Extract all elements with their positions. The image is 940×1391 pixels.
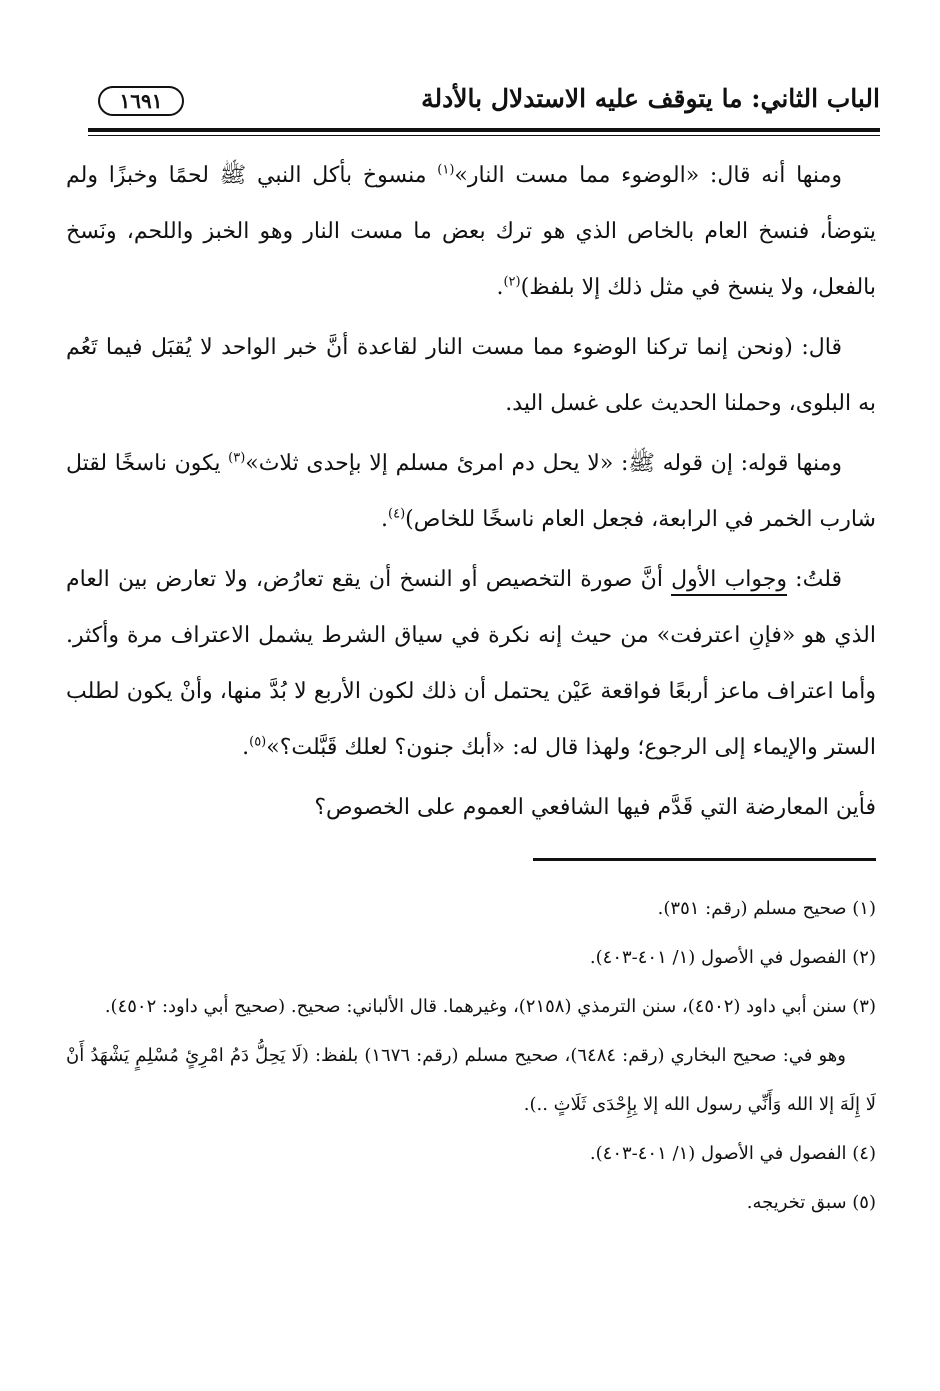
footnote-5: (٥) سبق تخريجه. <box>746 1192 876 1213</box>
underlined-phrase: وجواب الأول <box>671 567 787 596</box>
footnotes <box>66 884 876 1227</box>
paragraph-text: ومنها أنه قال: «الوضوء مما مست النار» <box>454 163 842 188</box>
footnote-1: (١) صحيح مسلم (رقم: ٣٥١). <box>657 898 876 919</box>
paragraph-4 <box>66 552 876 776</box>
paragraph-end: . <box>496 275 504 300</box>
paragraph-3 <box>66 436 876 548</box>
footnote-ref-4: (٤) <box>388 506 406 522</box>
paragraph-end: . <box>242 735 250 760</box>
paragraph-lead: قلتُ: <box>787 567 842 592</box>
footnote-separator <box>533 858 876 861</box>
paragraph-2: قال: (ونحن إنما تركنا الوضوء مما مست النار لقاعدة أنَّ خبر الواحد لا يُقبَل فيما تَعُم به البلوى، وحملنا الحديث على غسل اليد. <box>66 335 876 416</box>
main-text <box>66 148 876 840</box>
header-rule <box>88 128 880 132</box>
footnote-ref-1: (١) <box>437 162 455 178</box>
footnote-2: (٢) الفصول في الأصول (١/ ٤٠١-٤٠٣). <box>589 947 876 968</box>
paragraph-text: يكون ناسخًا لقتل شارب الخمر في الرابعة، فجعل العام ناسخًا للخاص) <box>66 451 876 532</box>
paragraph-end: . <box>381 507 389 532</box>
paragraph-text: ومنها قوله: إن قوله ﷺ: «لا يحل دم امرئ مسلم إلا بإحدى ثلاث» <box>245 451 842 476</box>
footnote-3-continuation: وهو في: صحيح البخاري (رقم: ٦٤٨٤)، صحيح مسلم (رقم: ١٦٧٦) بلفظ: (لَا يَحِلُّ دَمُ امْرِئٍ مُسْلِمٍ يَشْهَدُ أَنْ لَا إِلَهَ إلا الله وَأَنِّي رسول الله إلا بِإِحْدَى ثَلَاثٍ ..). <box>66 1045 876 1115</box>
paragraph-text: منسوخ بأكل النبي ﷺ لحمًا وخبزًا ولم يتوضأ، فنسخ العام بالخاص الذي هو ترك بعض ما مست النار وهو الخبز واللحم، ونَسخ بالفعل، ولا ينسخ في مثل ذلك إلا بلفظ) <box>66 163 876 300</box>
chapter-title: الباب الثاني: ما يتوقف عليه الاستدلال بالأدلة <box>421 84 880 113</box>
paragraph-1 <box>66 148 876 316</box>
paragraph-5: فأين المعارضة التي قَدَّم فيها الشافعي العموم على الخصوص؟ <box>314 795 876 820</box>
footnote-3: (٣) سنن أبي داود (٤٥٠٢)، سنن الترمذي (٢١٥٨)، وغيرهما. قال الألباني: صحيح. (صحيح أبي داود: ٤٥٠٢). <box>104 996 876 1017</box>
header-rule-thin <box>88 135 880 136</box>
footnote-ref-2: (٢) <box>503 274 521 290</box>
footnote-ref-5: (٥) <box>249 734 267 750</box>
footnote-ref-3: (٣) <box>228 450 246 466</box>
running-header <box>92 84 880 124</box>
paragraph-text: أنَّ صورة التخصيص أو النسخ أن يقع تعارُض، ولا تعارض بين العام الذي هو «فإنِ اعترفت» من حيث إنه نكرة في سياق الشرط يشمل الاعتراف مرة وأكثر. وأما اعتراف ماعز أربعًا فواقعة عَيْن يحتمل أن ذلك لكون الأربع لا بُدَّ منها، وأنْ يكون لطلب الستر والإيماء إلى الرجوع؛ ولهذا قال له: «أبك جنون؟ لعلك قَبَّلت؟» <box>66 567 876 760</box>
footnote-4: (٤) الفصول في الأصول (١/ ٤٠١-٤٠٣). <box>589 1143 876 1164</box>
page-number: ١٦٩١ <box>98 86 184 116</box>
